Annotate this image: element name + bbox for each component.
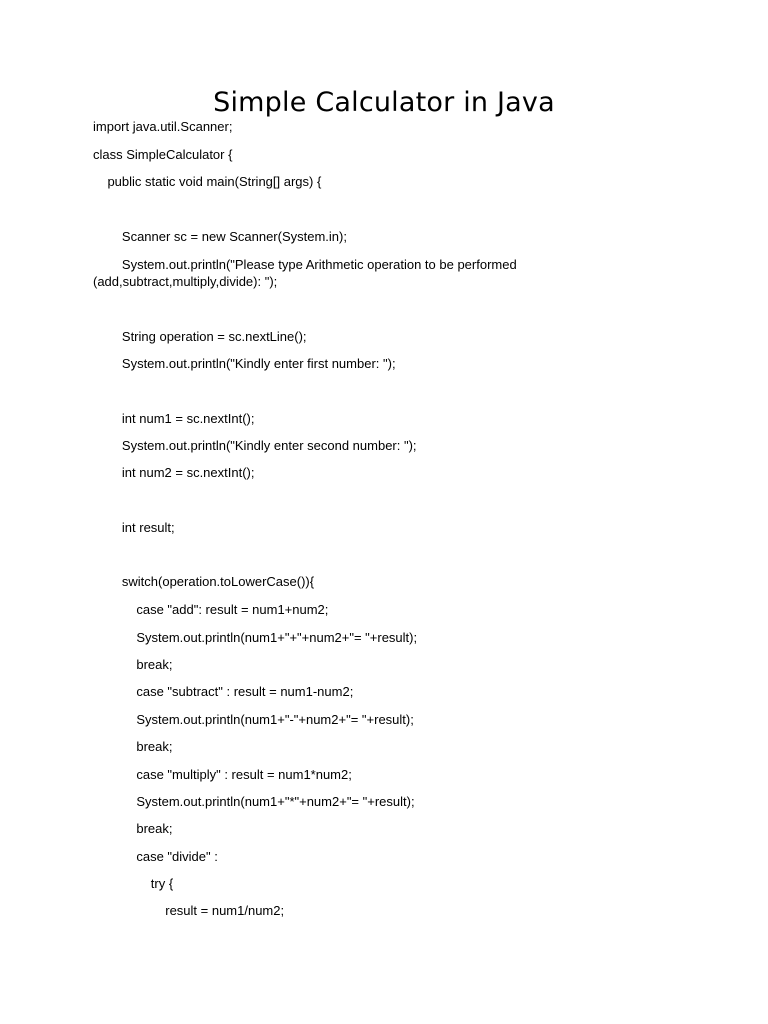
code-line: break;	[93, 657, 173, 672]
code-line: System.out.println("Kindly enter first number: ");	[93, 356, 396, 371]
code-line: case "subtract" : result = num1-num2;	[93, 684, 354, 699]
code-line: String operation = sc.nextLine();	[93, 329, 307, 344]
code-line: case "multiply" : result = num1*num2;	[93, 767, 352, 782]
code-line: case "divide" :	[93, 849, 218, 864]
code-line: case "add": result = num1+num2;	[93, 602, 329, 617]
code-line: switch(operation.toLowerCase()){	[93, 574, 315, 589]
code-line: result = num1/num2;	[93, 903, 285, 918]
code-line: break;	[93, 739, 173, 754]
code-line: System.out.println(num1+"+"+num2+"= "+result);	[93, 630, 418, 645]
code-line: System.out.println(num1+"-"+num2+"= "+result);	[93, 712, 414, 727]
code-line: (add,subtract,multiply,divide): ");	[93, 274, 278, 289]
code-line: import java.util.Scanner;	[93, 119, 233, 134]
code-line: int result;	[93, 520, 175, 535]
code-line: int num2 = sc.nextInt();	[93, 465, 255, 480]
code-line: System.out.println(num1+"*"+num2+"= "+result);	[93, 794, 415, 809]
code-line: Scanner sc = new Scanner(System.in);	[93, 229, 347, 244]
code-line: System.out.println("Please type Arithmetic operation to be performed	[93, 257, 517, 272]
code-line: class SimpleCalculator {	[93, 147, 233, 162]
code-line: public static void main(String[] args) {	[93, 174, 322, 189]
code-line: break;	[93, 821, 173, 836]
code-line: System.out.println("Kindly enter second number: ");	[93, 438, 417, 453]
document-title: Simple Calculator in Java	[213, 87, 555, 118]
code-line: int num1 = sc.nextInt();	[93, 411, 255, 426]
code-line: try {	[93, 876, 174, 891]
